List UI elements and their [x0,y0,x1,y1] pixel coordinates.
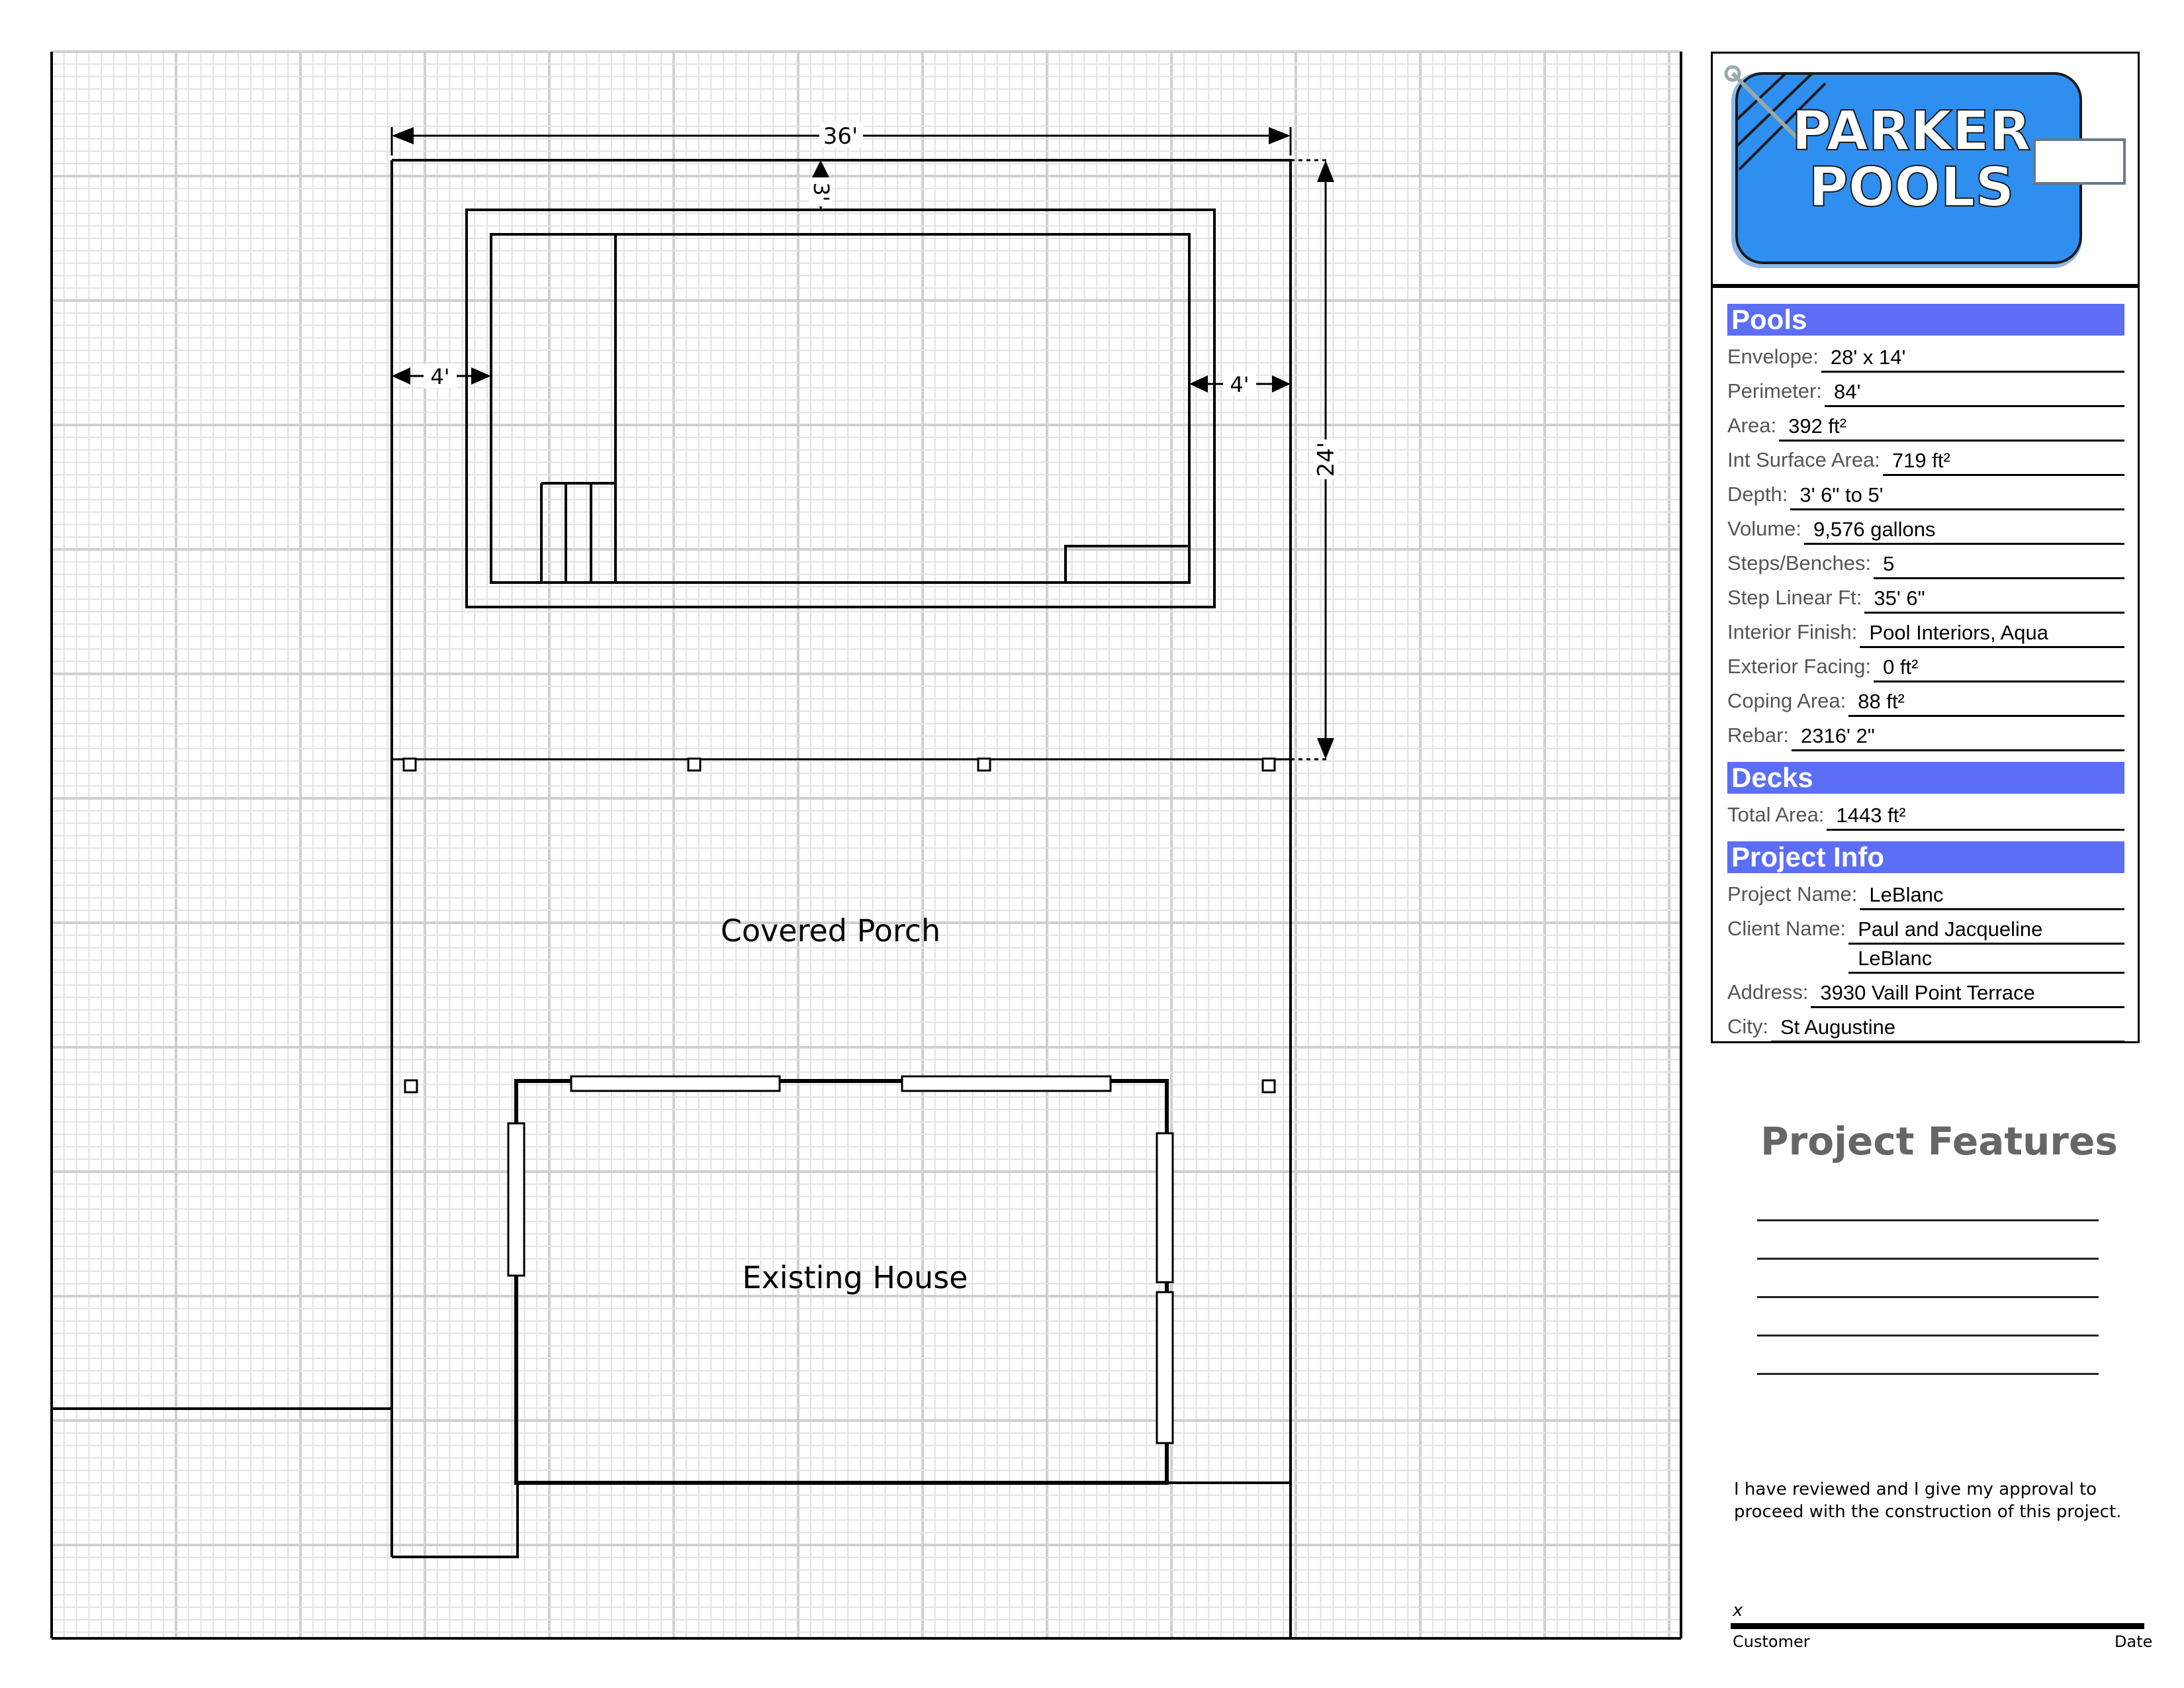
info-row-label: Exterior Facing: [1727,655,1872,678]
info-row-value: 719 ft² [1883,447,2124,476]
info-row-value: LeBlanc [1860,882,2124,910]
info-row-label: Total Area: [1727,803,1825,826]
info-row-value: 28' x 14' [1821,344,2124,373]
info-row-label: City: [1727,1015,1768,1038]
info-row-label: Steps/Benches: [1727,551,1872,575]
info-row-value: 88 ft² [1848,688,2124,717]
info-row [1727,412,2124,442]
info-row-label: Depth: [1727,483,1788,506]
logo-text-line2: POOLS [1808,156,2015,219]
logo-text-line1: PARKER [1792,100,2031,163]
dimension-left-setback-label: 4' [430,364,450,389]
info-row [1727,447,2124,476]
dimension-width-label: 36' [823,123,858,150]
info-row [1727,722,2124,751]
info-row-value: 2316' 2" [1792,723,2124,751]
info-row-label: Address: [1727,980,1809,1004]
pool-steps [541,483,615,583]
info-row-value: 35' 6" [1864,585,2124,614]
info-row-value: 0 ft² [1874,654,2124,682]
info-row-label: Project Name: [1727,882,1858,906]
feature-line[interactable] [1757,1335,2099,1336]
info-row [1727,979,2124,1008]
project-info-panel [1711,286,2140,1043]
info-row-value: 5 [1874,551,2124,579]
info-row-label: Coping Area: [1727,689,1846,712]
info-row-label: Rebar: [1727,724,1790,747]
info-row-value: 392 ft² [1779,413,2124,442]
info-row [1727,585,2124,614]
porch-post [688,759,700,771]
info-row-value: St Augustine [1771,1014,2124,1043]
info-row-label: Interior Finish: [1727,620,1858,643]
house-window [571,1076,780,1091]
graph-paper-grid [52,52,1681,1638]
info-row-value: 3' 6" to 5' [1790,482,2124,510]
dimension-right-setback-label: 4' [1230,372,1250,397]
feature-line[interactable] [1757,1258,2099,1260]
info-row [1727,1013,2124,1043]
info-row-label: Client Name: [1727,917,1846,940]
info-row-value: 9,576 gallons [1804,516,2124,545]
info-row-value: Pool Interiors, Aqua [1860,620,2124,648]
porch-post [405,1080,417,1092]
info-row [1727,344,2124,373]
house-window [902,1076,1111,1091]
info-row [1727,653,2124,682]
info-row-label: Step Linear Ft: [1727,586,1862,609]
info-row-value: 3930 Vaill Point Terrace [1811,980,2124,1008]
info-row-label: Perimeter: [1727,379,1822,402]
info-row [1727,688,2124,717]
existing-house-label: Existing House [742,1260,968,1295]
decks-section-header: Decks [1727,762,2124,794]
info-row [1727,881,2124,910]
info-row [1727,516,2124,545]
project-features-title: Project Features [1760,1119,2118,1164]
project-info-section-header: Project Info [1727,841,2124,873]
info-row [1727,802,2124,831]
customer-label: Customer [1733,1632,1810,1651]
info-row [1727,915,2124,945]
feature-line[interactable] [1757,1373,2099,1375]
deck-outline [392,160,1291,1638]
info-row-label: Area: [1727,414,1777,437]
info-row [1727,378,2124,407]
info-row-value: 1443 ft² [1827,802,2124,831]
info-row [1727,481,2124,510]
info-row [1727,619,2124,648]
porch-post [1263,759,1275,771]
company-logo-box [1711,52,2140,286]
parker-pools-logo [1713,54,2138,284]
approval-statement: I have reviewed and I give my approval to proceed with the construction of this project. [1734,1479,2122,1522]
date-label: Date [2115,1632,2153,1651]
pools-section-header: Pools [1727,304,2124,336]
covered-porch-label: Covered Porch [720,913,941,949]
signature-x-mark: x [1733,1601,1743,1620]
info-row-value: 84' [1825,379,2124,407]
info-row-value: LeBlanc [1848,945,2124,974]
info-row [1727,550,2124,579]
dimension-height-label: 24' [1313,442,1340,477]
signature-line[interactable] [1731,1623,2144,1629]
info-row-continuation [1727,945,2124,974]
info-row-label: Int Surface Area: [1727,448,1880,471]
feature-line[interactable] [1757,1219,2099,1221]
info-row-label: Volume: [1727,517,1802,540]
info-row-label: Envelope: [1727,345,1819,368]
house-window [1157,1133,1173,1282]
dimension-top-setback-label: 3' [809,182,834,202]
feature-line[interactable] [1757,1296,2099,1298]
porch-post [404,759,416,771]
porch-post [1263,1080,1275,1092]
info-row-value: Paul and Jacqueline [1848,916,2124,945]
house-window [1157,1292,1173,1443]
house-window [508,1123,524,1276]
porch-post [978,759,990,771]
